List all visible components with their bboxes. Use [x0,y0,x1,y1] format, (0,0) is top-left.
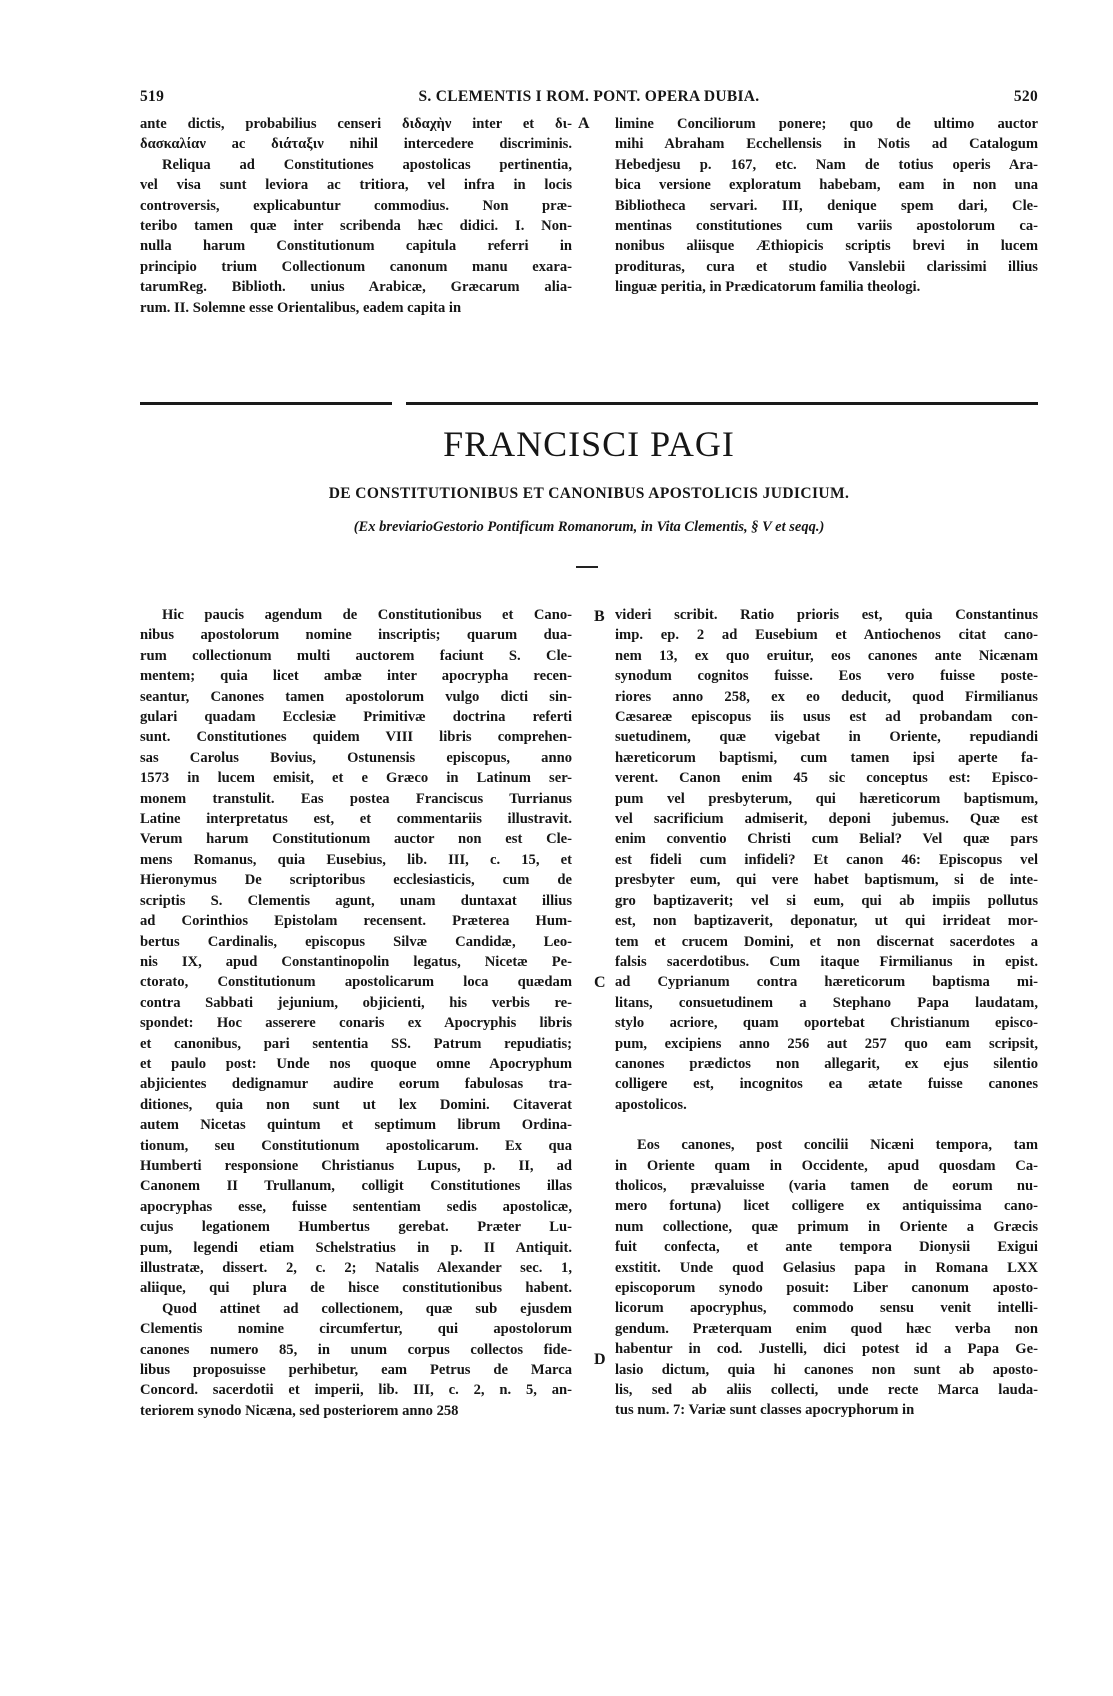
text-line: bica versione exploratum habebam, eam in non una [615,177,1038,194]
text-line: lis, sed ab aliis collecti, unde recte Marca lauda- [615,1382,1038,1399]
text-line: ante dictis, probabilius censeri διδαχὴν inter et δι- [140,116,572,132]
text-line: enim conventio Christi cum Belial? Vel quæ pars [615,831,1038,848]
margin-letter-a: A [578,115,590,132]
text-line: nem 13, ex quo eruitur, eos canones ante Nicænam [615,647,1038,664]
text-line: mero fortuna) licet colligere ex antiquissima cano- [615,1198,1038,1215]
text-line: exstitit. Unde quod Gelasius papa in Romana LXX [615,1259,1038,1276]
text-line: scriptis S. Clementis agunt, unam duntaxat illius [140,892,572,909]
text-line: ctorato, Constitutionum apostolicarum loca quædam [140,974,572,991]
text-line: mihi Abraham Ecchellensis in Notis ad Catalogum [615,136,1038,153]
text-line: ad Cyprianum contra hæreticorum baptisma mi- [615,974,1038,991]
text-line: Reliqua ad Constitutiones apostolicas pertinentia, [162,156,572,173]
text-line: Clementis nomine circumfertur, qui apostolorum [140,1321,572,1338]
running-header [140,88,1038,112]
running-title: S. CLEMENTIS I ROM. PONT. OPERA DUBIA. [418,88,760,105]
text-line: Humberti responsione Christianus Lupus, p. II, ad [140,1157,572,1174]
text-line: num collectione, quæ primum in Oriente a Græcis [615,1218,1038,1235]
text-line: cujus legationem Humbertus gerebat. Præter Lu- [140,1219,572,1236]
text-line: colligere est, incognitos ea ætate fuisse canones [615,1076,1038,1093]
text-line: est, non baptizaverit, deponatur, ut qui irrideat mor- [615,913,1038,930]
text-line: pum vel presbyterum, qui hæreticorum baptismum, [615,790,1038,807]
body-left-column [140,605,572,1421]
text-line: suetudinem, quæ vigebat in Oriente, repudiandi [615,729,1038,746]
section-rule-left [140,402,392,405]
text-line: nulla harum Constitutionum capitula referri in [140,238,572,255]
text-line: bertus Cardinalis, episcopus Silvæ Candidæ, Leo- [140,933,572,950]
text-line: Hebedjesu p. 167, etc. Nam de totius operis Ara- [615,156,1038,173]
top-left-column [140,114,572,318]
text-line: Bibliotheca servari. III, denique spem dari, Cle- [615,197,1038,214]
text-line: tem et crucem Domini, et non discernat sacerdotes a [615,933,1038,950]
text-line: controversis, explicabuntur commodius. Non præ- [140,197,572,214]
text-line: vel visa sunt leviora ac tritiora, vel infra in locis [140,177,572,194]
text-line: nibus apostolorum nomine inscriptis; quarum dua- [140,627,572,644]
text-line: est fideli cum infideli? Et canon 46: Episcopus vel [615,851,1038,868]
text-line: rum. II. Solemne esse Orientalibus, eadem capita in [140,299,462,316]
text-line: tionum, seu Constitutionum apostolicarum. Ex qua [140,1137,572,1154]
text-line: Verum harum Constitutionum auctor non est Cle- [140,831,572,848]
section-rule-right [406,402,1038,405]
text-line: teribo tamen quæ inter scribenda hæc didici. I. Non- [140,218,572,235]
text-line: canones prædictos non allegarit, ex ejus silentio [615,1055,1038,1072]
text-line: stylo acriore, quam oportebat Christianum episco- [615,1015,1038,1032]
text-line: principio trium Collectionum canonum manu exara- [140,258,572,275]
text-line: licorum apocryphus, commodo sensu venit intelli- [615,1300,1038,1317]
text-line: habentur in cod. Justelli, dici potest id a Papa Ge- [615,1341,1038,1358]
margin-letter-b: B [594,608,605,625]
source-note: (Ex breviarioGestorio Pontificum Romanorum, in Vita Clementis, § V et seqq.) [353,519,825,535]
text-line: 1573 in lucem emisit, et e Græco in Latinum ser- [140,770,572,787]
text-line: pum, excipiens anno 256 aut 257 quo eam scripsit, [615,1035,1038,1052]
margin-letter-c: C [594,974,606,991]
text-line: mens Romanus, quia Eusebius, lib. III, c. 15, et [140,851,572,868]
separator-dash [576,566,598,568]
text-line: falsis sacerdotibus. Cum itaque Firmilianus in epist. [615,953,1038,970]
body-right-column [615,605,1038,1421]
text-line: episcoporum synodo posuit: Liber canonum aposto- [615,1280,1038,1296]
text-line: mentinas constitutiones cum variis apostolorum ca- [615,218,1038,235]
text-line: gendum. Præterquam enim quod hæc verba non [615,1320,1038,1337]
text-line: Canonem II Trullanum, colligit Constitutiones illas [140,1178,572,1195]
text-line: limine Conciliorum ponere; quo de ultimo auctor [615,116,1038,132]
text-line: tholicos, prævaluisse (varia tamen de eorum nu- [615,1177,1038,1194]
text-line: imp. ep. 2 ad Eusebium et Antiochenos citat cano- [615,627,1038,644]
text-line: monem transtulit. Eas postea Franciscus Turrianus [140,790,572,807]
text-line: et canonibus, pari sententia SS. Patrum repudiatis; [140,1035,572,1052]
text-line: Cæsareæ episcopus iis usus est ad probandam con- [615,709,1038,726]
text-line: presbyter eum, qui vere habet baptismum, si de inte- [615,872,1038,889]
text-line: nonibus aliisque Æthiopicis scriptis brevi in lucem [615,238,1038,255]
text-line: linguæ peritia, in Prædicatorum familia theologi. [615,279,921,296]
text-line: sas Carolus Bovius, Ostunensis episcopus, anno [140,749,572,766]
paragraph-gap [615,1115,1038,1135]
margin-letter-d: D [594,1351,606,1368]
section-title: FRANCISCI PAGI [443,424,735,464]
text-line: prodituras, cura et studio Vanslebii clarissimi illius [615,258,1038,275]
text-line: gro baptizaverit; vel si eum, qui ab impiis pollutus [615,892,1038,909]
text-line: sunt. Constitutiones quidem VIII libris comprehen- [140,729,572,746]
text-line: vel sacrificium admiserit, deponi jubemus. Quæ est [615,811,1038,828]
text-line: abjicientes dedignamur audire eorum fabulosas tra- [140,1076,572,1093]
text-line: synodum cognitos fuisse. Eos vero fuisse poste- [615,668,1038,685]
text-line: contra Sabbati jejunium, objicienti, his verbis re- [140,994,572,1011]
text-line: illustratæ, dissert. 2, c. 2; Natalis Alexander sec. 1, [140,1260,572,1276]
text-line: riores anno 258, ex eo deducit, quod Firmilianus [615,688,1038,705]
text-line: rum collectionum multi auctorem faciunt S. Cle- [140,647,572,664]
text-line: ditiones, quia non sunt ut lex Domini. Citaverat [140,1096,572,1113]
text-line: hæreticorum baptismi, cum tamen ipsi aperte fa- [615,749,1038,766]
text-line: Eos canones, post concilii Nicæni tempora, tam [637,1137,1038,1154]
page-number-left: 519 [140,88,165,105]
text-line: spondet: Hoc asserere conaris ex Apocryphis libris [140,1015,572,1032]
text-line: et paulo post: Unde nos quoque omne Apocryphum [140,1055,572,1072]
text-line: teriorem synodo Nicæna, sed posteriorem anno 258 [140,1402,459,1419]
text-line: Hieronymus De scriptoribus ecclesiasticis, cum de [140,872,572,889]
text-line: Quod attinet ad collectionem, quæ sub ejusdem [162,1300,572,1317]
text-line: ad Corinthios Epistolam recensent. Præterea Hum- [140,913,572,930]
top-right-column [615,114,1038,298]
section-subtitle: DE CONSTITUTIONIBUS ET CANONIBUS APOSTOLICIS JUDICIUM. [328,485,850,502]
text-line: apocryphas esse, fuisse sententiam sedis apostolicæ, [140,1198,572,1215]
text-line: seantur, Canones tamen apostolorum vulgo dicti sin- [140,688,572,705]
text-line: mentem; quia licet ambæ inter apocrypha recen- [140,668,572,685]
text-line: tarumReg. Biblioth. unius Arabicæ, Græcarum alia- [140,279,572,296]
page-number-right: 520 [1013,88,1038,105]
text-line: libus proposuisse perhibetur, eam Petrus de Marca [140,1362,572,1379]
text-line: fuit confecta, et ante tempora Dionysii Exigui [615,1239,1038,1256]
text-line: gulari quadam Ecclesiæ Primitivæ doctrina referti [140,709,572,726]
text-line: pum, legendi etiam Schelstratius in p. II Antiquit. [140,1239,572,1256]
text-line: lasio dictum, quia hi canones non sunt ab aposto- [615,1361,1038,1378]
text-line: litans, consuetudinem a Stephano Papa laudatam, [615,994,1038,1011]
text-line: videri scribit. Ratio prioris est, quia Constantinus [615,607,1038,623]
text-line: Concord. sacerdotii et imperii, lib. III, c. 2, n. 5, an- [140,1382,572,1399]
text-line: nis IX, apud Constantinopolin legatus, Nicetæ Pe- [140,953,572,970]
text-line: apostolicos. [615,1096,687,1113]
text-line: Latine interpretatus est, et commentariis illustravit. [140,811,572,828]
text-line: canones numero 85, in unum corpus collectos fide- [140,1341,572,1358]
text-line: tus num. 7: Variæ sunt classes apocryphorum in [615,1402,915,1419]
text-line: Hic paucis agendum de Constitutionibus et Cano- [162,607,572,623]
text-line: δασκαλίαν ac διάταξιν nihil intercedere discriminis. [140,136,572,153]
text-line: verent. Canon enim 45 sic conceptus est: Episco- [615,770,1038,787]
text-line: in Oriente quam in Occidente, apud quosdam Ca- [615,1157,1038,1174]
text-line: autem Nicetas quintum et septimum librum Ordina- [140,1117,572,1134]
text-line: aliique, qui plura de hisce constitutionibus habent. [140,1280,572,1297]
